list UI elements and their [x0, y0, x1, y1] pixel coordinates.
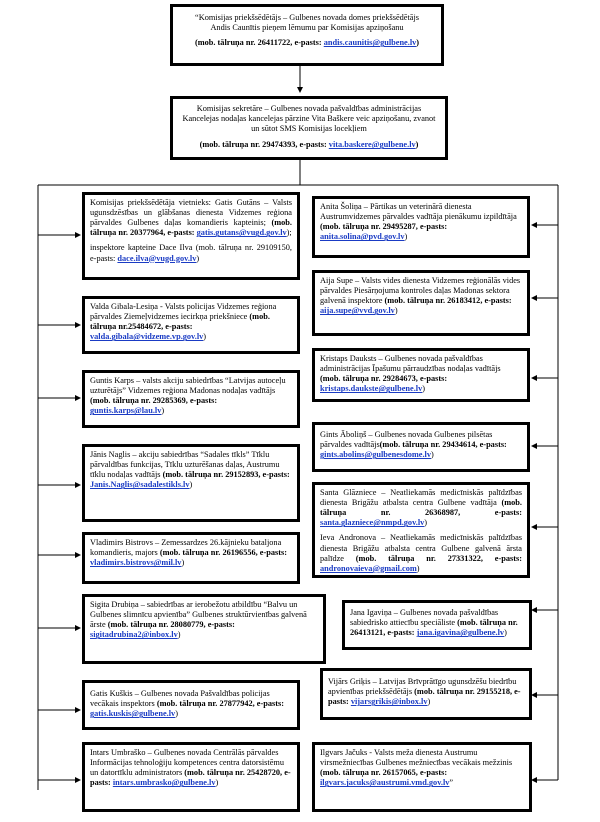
member-extra-suffix: ): [416, 563, 420, 573]
member-extra-text: inspektore kapteine Dace Ilva (mob. tālruņa nr. 29109150, e-pasts:: [90, 243, 292, 263]
member-email-link[interactable]: valda.gibala@vidzeme.vp.gov.lv: [90, 332, 204, 342]
member-suffix: ): [175, 709, 178, 719]
member-suffix: ): [177, 630, 181, 640]
member-box-solina: [312, 196, 530, 258]
member-email-link[interactable]: santa.glazniece@nmpd.gov.lv: [320, 518, 425, 528]
secretary-line3: un sūtot SMS Komisijas locekļiem: [251, 124, 367, 134]
member-email-link[interactable]: guntis.karps@lau.lv: [90, 406, 162, 416]
member-box-karps: [82, 370, 300, 428]
secretary-line2: Kancelejas nodaļas kancelejas pārzine Vita Baškere veic apziņošanu, zvanot: [182, 114, 436, 124]
member-suffix: ”: [449, 778, 454, 788]
member-email-link[interactable]: sigitadrubina2@inbox.lv: [90, 630, 178, 640]
member-text: Ilgvars Jačuks - Valsts meža dienesta Austrumu virsmežniecības Gulbenes mežniecības vecākais mežzinis: [320, 748, 513, 768]
member-suffix: ): [181, 558, 185, 568]
member-email-link[interactable]: vijarsgrikis@inbox.lv: [350, 697, 428, 707]
member-suffix: ): [189, 480, 193, 490]
member-text: Aija Supe – Valsts vides dienesta Vidzemes reģionālās vides pārvaldes Piesārņojuma kontroles daļas Madonas sektora galvenā inspektore: [320, 276, 521, 306]
member-phone: (mob. tālruņa nr. 29284673, e-pasts:: [320, 374, 448, 384]
member-phone: (mob. tālruņa nr. 26196556, e-pasts:: [159, 548, 287, 558]
member-phone: (mob. tālruņa nr. 29152893, e-pasts:: [162, 470, 290, 480]
member-phone: (mob. tālruņa nr. 25428720, e-pasts:: [90, 768, 291, 788]
secretary-suffix: ): [415, 140, 419, 150]
member-email-link[interactable]: vladimirs.bistrovs@mil.lv: [90, 558, 182, 568]
member-box-gibala: [82, 296, 300, 354]
member-suffix: ): [203, 332, 207, 342]
secretary-email-link[interactable]: vita.baskere@gulbene.lv: [328, 140, 416, 150]
member-suffix: ): [161, 406, 165, 416]
member-box-naglis: [82, 444, 300, 522]
member-box-grikis: [320, 668, 532, 720]
member-text: Jānis Naglis – akciju sabiedrības “Sadales tīkls” Tīklu pārvaldības funkcijas, Tīklu uzturēšanas daļas, Austrumu tīklu nodaļas vadītājs: [90, 450, 280, 480]
member-text: Guntis Karps – valsts akciju sabiedrības “Latvijas autoceļu uzturētājs” Vidzemes reģiona Madonas nodaļas vadītājs: [90, 376, 286, 396]
member-box-jacuks: [312, 742, 532, 812]
member-extra-phone: (mob. tālruņa nr. 27331322, e-pasts:: [355, 553, 522, 563]
member-suffix: ): [427, 697, 431, 707]
member-extra-suffix: ): [196, 253, 200, 263]
member-text: Intars Umbraško – Gulbenes novada Centrālās pārvaldes Informācijas tehnoloģiju kompetences centra datorsistēmu un datortīklu administrators: [90, 748, 284, 778]
member-suffix: ): [404, 232, 408, 242]
member-phone: (mob. tālruņa nr. 20377964, e-pasts:: [90, 218, 292, 238]
member-phone: (mob. tālruņa nr. 29155218, e-pasts:: [328, 687, 521, 707]
member-email-link[interactable]: anita.solina@pvd.gov.lv: [320, 232, 405, 242]
member-phone: (mob. tālruņa nr. 26368987, e-pasts:: [320, 498, 522, 518]
chair-contact: [178, 38, 436, 48]
member-phone: (mob. tālruņa nr. 26183412, e-pasts:: [384, 296, 512, 306]
chair-line2: Andis Caunītis pieņem lēmumu par Komisijas apziņošanu: [210, 23, 404, 33]
member-box-daukste: [312, 348, 530, 402]
member-text: Jana Igaviņa – Gulbenes novada pašvaldības sabiedrisko attiecību speciāliste: [350, 608, 499, 628]
secretary-contact: [178, 140, 440, 150]
secretary-phone: (mob. tālruņa nr. 29474393, e-pasts:: [199, 140, 329, 150]
member-email-link[interactable]: gatis.kuskis@gulbene.lv: [90, 709, 176, 719]
member-box-umbrasko: [82, 742, 300, 812]
member-box-abolins: [312, 422, 530, 472]
member-text: Gatis Kuškis – Gulbenes novada Pašvaldības policijas vecākais inspektors: [90, 689, 270, 709]
member-phone: (mob. tālruņa nr. 29495287, e-pasts:: [320, 222, 448, 232]
member-text: Vijārs Griķis – Latvijas Brīvprātīgo ugunsdzēšu biedrību apvienības priekšsēdētājs: [328, 677, 517, 697]
member-suffix: ): [424, 518, 428, 528]
member-box-gutans: [82, 192, 300, 280]
member-email-link[interactable]: kristaps.daukste@gulbene.lv: [320, 384, 423, 394]
member-phone: (mob. tālruņa nr. 29285369, e-pasts:: [90, 396, 218, 406]
member-suffix: ): [422, 384, 425, 394]
member-box-igavina: [342, 600, 532, 650]
member-suffix: ): [504, 628, 507, 638]
member-email-link[interactable]: ilgvars.jacuks@austrumi.vmd.gov.lv: [320, 778, 450, 788]
member-box-kuskis: [82, 680, 300, 730]
member-box-drubina: [82, 594, 326, 664]
member-phone: (mob. tālruņa nr.25484672, e-pasts:: [90, 312, 270, 332]
member-suffix: ): [431, 450, 434, 460]
member-suffix: );: [286, 228, 292, 238]
member-phone: (mob. tālruņa nr. 29434614, e-pasts:: [379, 440, 507, 450]
chair-box: [170, 4, 444, 66]
member-phone: (mob. tālruņa nr. 26157065, e-pasts:: [320, 768, 448, 778]
member-phone: (mob. tālruņa nr. 26413121, e-pasts:: [350, 618, 518, 638]
secretary-box: [170, 96, 448, 160]
member-text: Komisijas priekšsēdētāja vietnieks: Gatis Gutāns – Valsts ugunsdzēsības un glābšanas dienesta Vidzemes reģiona pārvaldes Gulbenes daļas komandieris kapteinis;: [90, 198, 292, 228]
secretary-line1: Komisijas sekretāre – Gulbenes novada pašvaldības administrācijas: [196, 104, 422, 113]
member-phone: (mob. tālruņa nr. 27877942, e-pasts:: [156, 699, 284, 709]
member-text: Santa Glāzniece – Neatliekamās medicīniskās palīdzības dienesta Brigāžu atbalsta centra Gulbene vadītāja: [320, 488, 522, 508]
member-suffix: ): [394, 306, 398, 316]
member-extra-text: Ieva Andronova – Neatliekamās medicīniskās palīdzības dienesta Brigāžu atbalsta centra Gulbene galvenā ārsta palīdze: [320, 533, 522, 563]
member-text: Gints Āboliņš – Gulbenes novada Gulbenes pilsētas pārvaldes vadītājs: [320, 430, 493, 450]
chair-line1: “Komisijas priekšsēdētājs – Gulbenes novada domes priekšsēdētājs: [195, 13, 419, 22]
member-email-link[interactable]: Janis.Naglis@sadalestikls.lv: [90, 480, 190, 490]
member-extra-email-link[interactable]: andronovaieva@gmail.com: [320, 563, 417, 573]
member-box-bistrovs: [82, 532, 300, 584]
member-text: Kristaps Dauksts – Gulbenes novada pašvaldības administrācijas Īpašumu pārraudzības nodaļas vadītājs: [320, 354, 501, 374]
member-text: Vladimirs Bistrovs – Zemessardzes 26.kājnieku bataljona komandieris, majors: [90, 538, 282, 558]
member-email-link[interactable]: intars.umbrasko@gulbene.lv: [112, 778, 216, 788]
member-phone: (mob. tālruņa nr. 28080779, e-pasts:: [107, 620, 235, 630]
member-extra-email-link[interactable]: dace.ilva@vugd.gov.lv: [117, 253, 197, 263]
member-email-link[interactable]: jana.igavina@gulbene.lv: [416, 628, 505, 638]
member-email-link[interactable]: gints.abolins@gulbenesdome.lv: [320, 450, 431, 460]
member-email-link[interactable]: gatis.gutans@vugd.gov.lv: [196, 228, 287, 238]
member-box-supe: [312, 270, 530, 336]
member-text: Valda Gibala-Lesiņa - Valsts policijas Vidzemes reģiona pārvaldes Ziemeļvidzemes iecirkņa priekšniece: [90, 302, 277, 322]
chair-suffix: ): [416, 38, 420, 48]
member-suffix: ): [215, 778, 219, 788]
member-text: Anita Šoliņa – Pārtikas un veterinārā dienesta Austrumvidzemes pārvaldes vadītāja pienākumu izpildītāja: [320, 202, 517, 222]
chair-email-link[interactable]: andis.caunitis@gulbene.lv: [323, 38, 417, 48]
member-text: Sigita Drubiņa – sabiedrības ar ierobežotu atbildību “Balvu un Gulbenes slimnīcu apvienība” Gulbenes struktūrvienības galvenā ārste: [90, 600, 307, 630]
member-box-glazniece: [312, 482, 530, 578]
member-email-link[interactable]: aija.supe@vvd.gov.lv: [320, 306, 395, 316]
chair-phone: (mob. tālruņa nr. 26411722, e-pasts:: [194, 38, 324, 48]
